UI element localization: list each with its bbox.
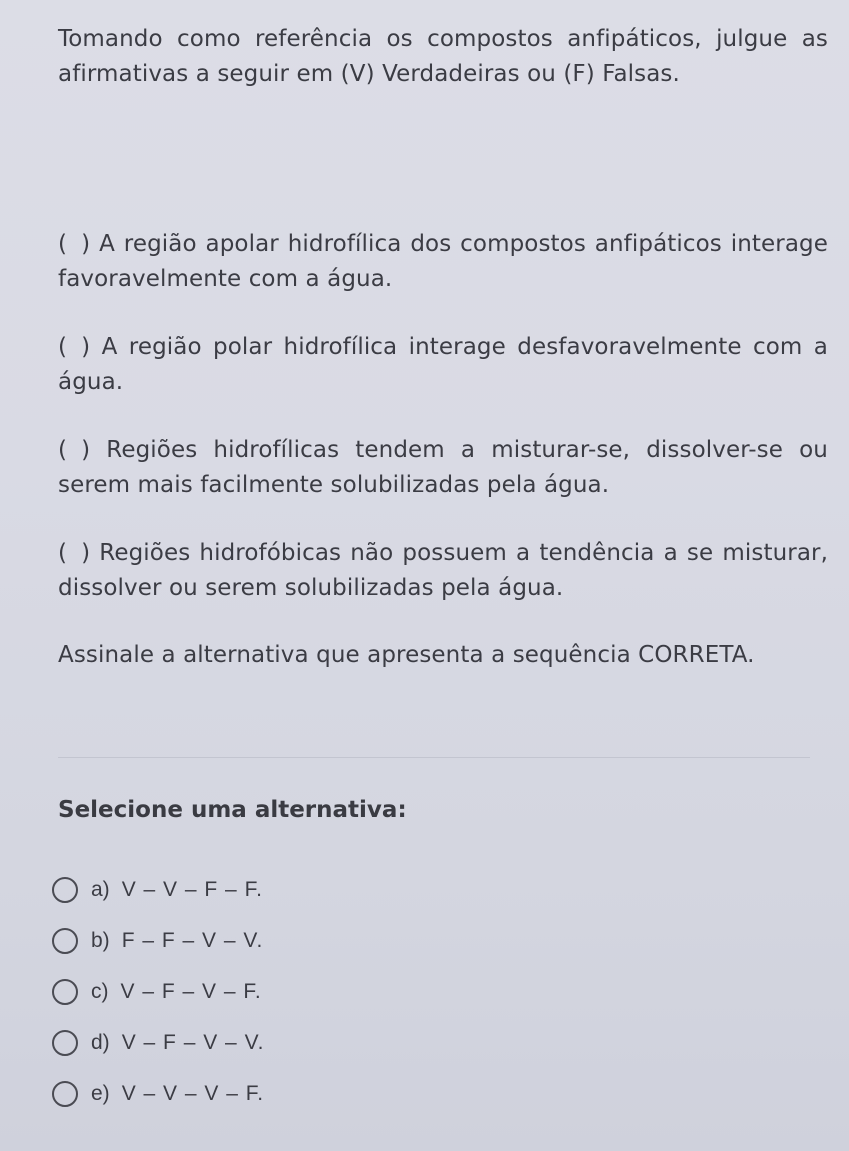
statement-open-paren: ( xyxy=(58,540,68,566)
statement-text: Regiões hidrofílicas tendem a misturar-se, dissolver-se ou serem mais facilmente solubilizadas pela água. xyxy=(58,437,828,498)
radio-button-icon[interactable] xyxy=(52,1030,78,1056)
option-letter: e) xyxy=(91,1082,110,1105)
option-letter: c) xyxy=(91,980,109,1003)
statement-1 xyxy=(58,227,828,297)
statement-text: A região apolar hidrofílica dos compostos anfipáticos interage favoravelmente com a água. xyxy=(58,231,828,292)
option-c[interactable] xyxy=(52,972,262,1012)
statement-close-paren: ) xyxy=(81,540,91,566)
statement-close-paren: ) xyxy=(81,334,91,360)
option-letter: a) xyxy=(91,878,110,901)
statement-text: Regiões hidrofóbicas não possuem a tendência a se misturar, dissolver ou serem solubilizadas pela água. xyxy=(58,540,828,601)
option-letter: b) xyxy=(91,929,110,952)
statement-close-paren: ) xyxy=(81,437,91,463)
option-text[interactable]: F – F – V – V. xyxy=(121,929,264,952)
statement-2 xyxy=(58,330,828,400)
question-intro: Tomando como referência os compostos anfipáticos, julgue as afirmativas a seguir em (V) Verdadeiras ou (F) Falsas. xyxy=(58,26,828,87)
radio-button-icon[interactable] xyxy=(52,979,78,1005)
radio-button-icon[interactable] xyxy=(52,928,78,954)
option-a[interactable] xyxy=(52,870,263,910)
statement-close-paren: ) xyxy=(81,231,91,257)
option-letter: d) xyxy=(91,1031,110,1054)
section-divider xyxy=(58,757,810,758)
statement-3 xyxy=(58,433,828,503)
select-heading: Selecione uma alternativa: xyxy=(58,797,407,823)
statement-4 xyxy=(58,536,828,606)
statement-open-paren: ( xyxy=(58,334,68,360)
option-text[interactable]: V – F – V – V. xyxy=(121,1031,265,1054)
statement-open-paren: ( xyxy=(58,437,68,463)
option-text[interactable]: V – F – V – F. xyxy=(120,980,262,1003)
radio-button-icon[interactable] xyxy=(52,877,78,903)
statement-open-paren: ( xyxy=(58,231,68,257)
radio-button-icon[interactable] xyxy=(52,1081,78,1107)
question-instruction: Assinale a alternativa que apresenta a sequência CORRETA. xyxy=(58,642,755,668)
option-b[interactable] xyxy=(52,921,263,961)
statement-text: A região polar hidrofílica interage desfavoravelmente com a água. xyxy=(58,334,828,395)
option-d[interactable] xyxy=(52,1023,265,1063)
option-text[interactable]: V – V – V – F. xyxy=(121,1082,265,1105)
option-text[interactable]: V – V – F – F. xyxy=(121,878,263,901)
option-e[interactable] xyxy=(52,1074,264,1114)
